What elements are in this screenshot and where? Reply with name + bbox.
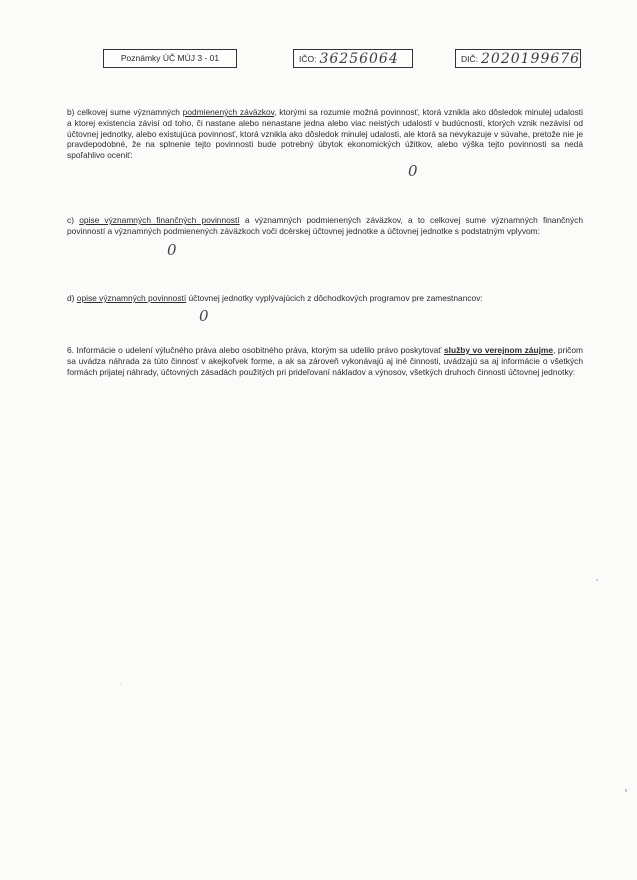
section-d-term: opise významných povinností <box>76 293 187 303</box>
section-c-text: a významných podmienených záväzkov, a to celkovej sume významných finančných povinností a významných podmienených záväzkoch voči dcérskej účtovnej jednotke a účtovnej jednotke s podstatným vplyvom: <box>67 215 583 236</box>
ico-value: 36256064 <box>319 51 399 67</box>
scan-speck <box>120 683 121 684</box>
dic-label: DIČ: <box>461 54 478 64</box>
section-b-text: , ktorými sa rozumie možná povinnosť, ktorá vznikla ako dôsledok minulej udalosti a ktorej existencia závisí od toho, či nastane alebo nenastane jedna alebo viac neistých udalostí v budúcnosti, ktorých vznik nezávisí od účtovnej jednotky, alebo existujúca povinnosť, ktorá vznikla ako dôsledok minulej udalosti, ale ktorá sa nevykazuje v súvahe, pretože nie je pravdepodobné, že na splnenie tejto povinnosti bude potrebný úbytok ekonomických úžitkov, alebo výška tejto povinnosti sa nedá spoľahlivo oceniť: <box>67 107 583 161</box>
scan-speck <box>625 789 627 792</box>
section-c-prefix: c) <box>67 215 80 225</box>
section-c-paragraph <box>67 215 583 237</box>
section-c-term: opise významných finančných povinností <box>79 215 240 225</box>
section-6-term: služby vo verejnom záujme <box>443 345 554 355</box>
section-c-answer: 0 <box>167 241 177 259</box>
section-d-paragraph <box>67 293 583 304</box>
section-d-prefix: d) <box>67 293 77 303</box>
section-d-answer: 0 <box>199 307 209 325</box>
section-b-paragraph <box>67 107 583 161</box>
dic-value: 2020199676 <box>481 51 581 67</box>
section-6-paragraph <box>67 345 583 377</box>
notes-header-box <box>103 49 237 68</box>
scan-speck <box>596 579 598 581</box>
section-b-answer: 0 <box>408 162 418 180</box>
ico-label: IČO: <box>299 54 317 64</box>
section-b-term: podmienených záväzkov <box>182 107 275 117</box>
ico-box <box>293 49 413 68</box>
notes-label: Poznámky ÚČ MÚJ 3 - 01 <box>120 53 220 63</box>
section-d-text: účtovnej jednotky vyplývajúcich z dôchodkových programov pre zamestnancov: <box>186 293 483 303</box>
section-6-text: , pričom sa uvádza náhrada za túto činnosť v akejkoľvek forme, a ak sa zároveň vykonávajú aj iné činnosti, uvádzajú sa aj informácie o všetkých formách prijatej náhrady, účtovných zásadách použitých pri prideľovaní nákladov a výnosov, všetkých druhoch činnosti účtovnej jednotky: <box>67 345 583 377</box>
section-b-prefix: b) celkovej sume významných <box>67 107 183 117</box>
dic-box <box>455 49 581 68</box>
section-6-prefix: 6. Informácie o udelení výlučného práva alebo osobitného práva, ktorým sa udelilo právo poskytovať <box>67 345 444 355</box>
